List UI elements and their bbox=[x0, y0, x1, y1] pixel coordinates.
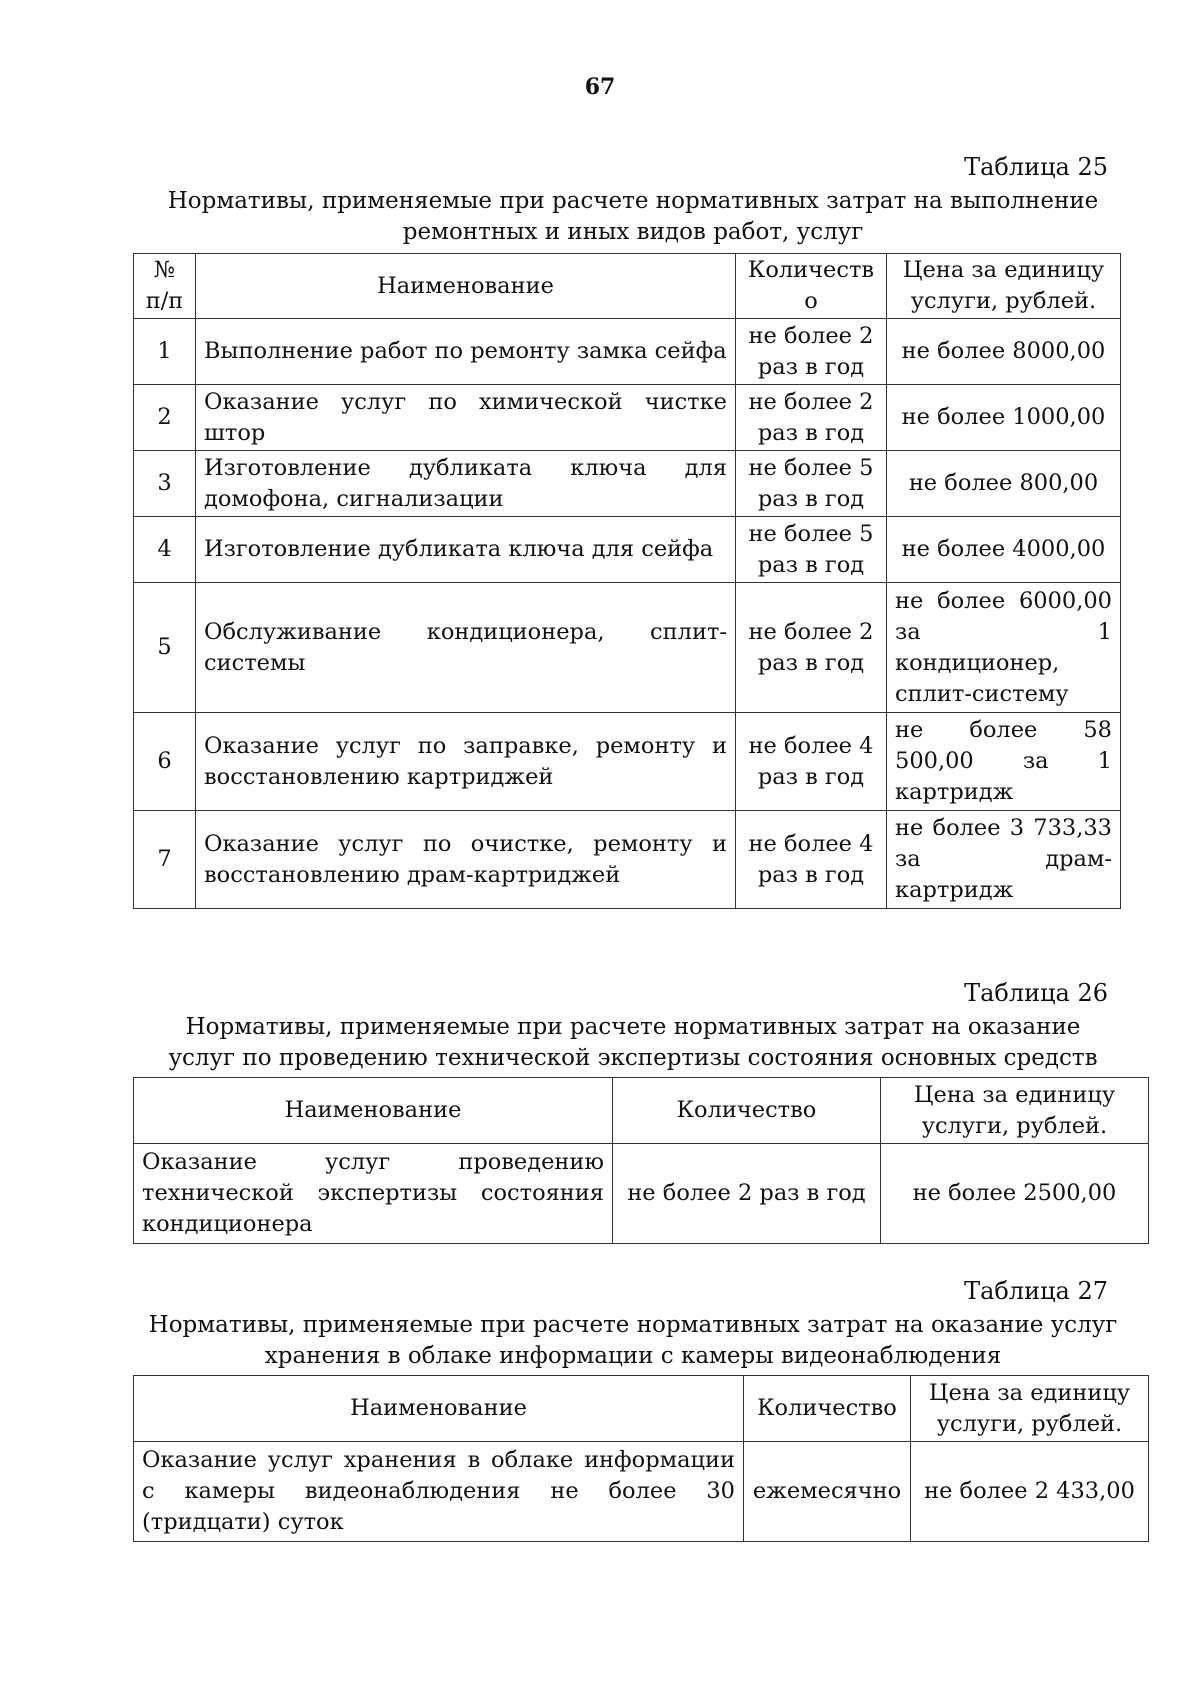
row-price: не более 4000,00 bbox=[887, 517, 1121, 583]
table27-caption-line2: хранения в облаке информации с камеры видеонаблюдения bbox=[264, 1343, 1002, 1369]
row-name: Оказание услуг проведению технической экспертизы состояния кондиционера bbox=[134, 1144, 613, 1244]
table26-header-qty: Количество bbox=[613, 1078, 881, 1144]
table-row bbox=[134, 451, 1121, 517]
table27-label: Таблица 27 bbox=[964, 1277, 1108, 1305]
row-price: не более 2500,00 bbox=[881, 1144, 1149, 1244]
table27-caption bbox=[133, 1310, 1133, 1372]
table25-label: Таблица 25 bbox=[964, 153, 1108, 181]
table-row bbox=[134, 1144, 1149, 1244]
row-quantity: ежемесячно bbox=[744, 1442, 911, 1542]
row-price: не более 2 433,00 bbox=[911, 1442, 1149, 1542]
table26-caption bbox=[133, 1012, 1133, 1074]
row-name: Оказание услуг по очистке, ремонту и восстановлению драм-картриджей bbox=[196, 811, 736, 909]
row-price: не более 6000,00 за 1 кондиционер, сплит-систему bbox=[887, 583, 1121, 713]
table-row bbox=[134, 583, 1121, 713]
row-name: Оказание услуг по заправке, ремонту и восстановлению картриджей bbox=[196, 713, 736, 811]
table26-header-name: Наименование bbox=[134, 1078, 613, 1144]
row-number: 1 bbox=[134, 319, 196, 385]
table26-label: Таблица 26 bbox=[964, 979, 1108, 1007]
table26-header-row bbox=[134, 1078, 1149, 1144]
row-price: не более 8000,00 bbox=[887, 319, 1121, 385]
table-row bbox=[134, 713, 1121, 811]
table26-caption-line2: услуг по проведению технической экспертизы состояния основных средств bbox=[168, 1045, 1098, 1071]
table26-caption-line1: Нормативы, применяемые при расчете нормативных затрат на оказание bbox=[185, 1014, 1081, 1040]
row-price: не более 1000,00 bbox=[887, 385, 1121, 451]
row-price: не более 800,00 bbox=[887, 451, 1121, 517]
table25-header-num: № п/п bbox=[134, 254, 196, 319]
row-number: 2 bbox=[134, 385, 196, 451]
row-name: Выполнение работ по ремонту замка сейфа bbox=[196, 319, 736, 385]
table25 bbox=[133, 253, 1121, 909]
row-quantity: не более 2 раз в год bbox=[736, 385, 887, 451]
table-row bbox=[134, 385, 1121, 451]
table27-header-qty: Количество bbox=[744, 1376, 911, 1442]
row-name: Обслуживание кондиционера, сплит-системы bbox=[196, 583, 736, 713]
table25-caption-line2: ремонтных и иных видов работ, услуг bbox=[402, 219, 864, 245]
table-row bbox=[134, 517, 1121, 583]
table27-caption-line1: Нормативы, применяемые при расчете нормативных затрат на оказание услуг bbox=[148, 1312, 1118, 1338]
table25-header-price: Цена за единицу услуги, рублей. bbox=[887, 254, 1121, 319]
table26-header-price: Цена за единицу услуги, рублей. bbox=[881, 1078, 1149, 1144]
table25-header-row bbox=[134, 254, 1121, 319]
table25-header-name: Наименование bbox=[196, 254, 736, 319]
row-number: 3 bbox=[134, 451, 196, 517]
row-quantity: не более 2 раз в год bbox=[613, 1144, 881, 1244]
page-number: 67 bbox=[584, 74, 616, 100]
row-name: Изготовление дубликата ключа для домофона, сигнализации bbox=[196, 451, 736, 517]
table26 bbox=[133, 1077, 1149, 1244]
row-quantity: не более 5 раз в год bbox=[736, 451, 887, 517]
row-number: 5 bbox=[134, 583, 196, 713]
row-quantity: не более 4 раз в год bbox=[736, 811, 887, 909]
row-name: Оказание услуг по химической чистке штор bbox=[196, 385, 736, 451]
table-row bbox=[134, 1442, 1149, 1542]
table25-header-qty: Количество bbox=[736, 254, 887, 319]
row-price: не более 3 733,33 за драм-картридж bbox=[887, 811, 1121, 909]
table25-caption-line1: Нормативы, применяемые при расчете нормативных затрат на выполнение bbox=[167, 188, 1099, 214]
table27-header-name: Наименование bbox=[134, 1376, 744, 1442]
table-row bbox=[134, 319, 1121, 385]
row-quantity: не более 2 раз в год bbox=[736, 583, 887, 713]
table-row bbox=[134, 811, 1121, 909]
row-name: Изготовление дубликата ключа для сейфа bbox=[196, 517, 736, 583]
row-quantity: не более 4 раз в год bbox=[736, 713, 887, 811]
table27 bbox=[133, 1375, 1149, 1542]
row-number: 7 bbox=[134, 811, 196, 909]
table25-caption bbox=[133, 186, 1133, 248]
row-quantity: не более 2 раз в год bbox=[736, 319, 887, 385]
row-quantity: не более 5 раз в год bbox=[736, 517, 887, 583]
row-name: Оказание услуг хранения в облаке информации с камеры видеонаблюдения не более 30 (тридцати) суток bbox=[134, 1442, 744, 1542]
row-price: не более 58 500,00 за 1 картридж bbox=[887, 713, 1121, 811]
table27-header-price: Цена за единицу услуги, рублей. bbox=[911, 1376, 1149, 1442]
row-number: 6 bbox=[134, 713, 196, 811]
table27-header-row bbox=[134, 1376, 1149, 1442]
row-number: 4 bbox=[134, 517, 196, 583]
